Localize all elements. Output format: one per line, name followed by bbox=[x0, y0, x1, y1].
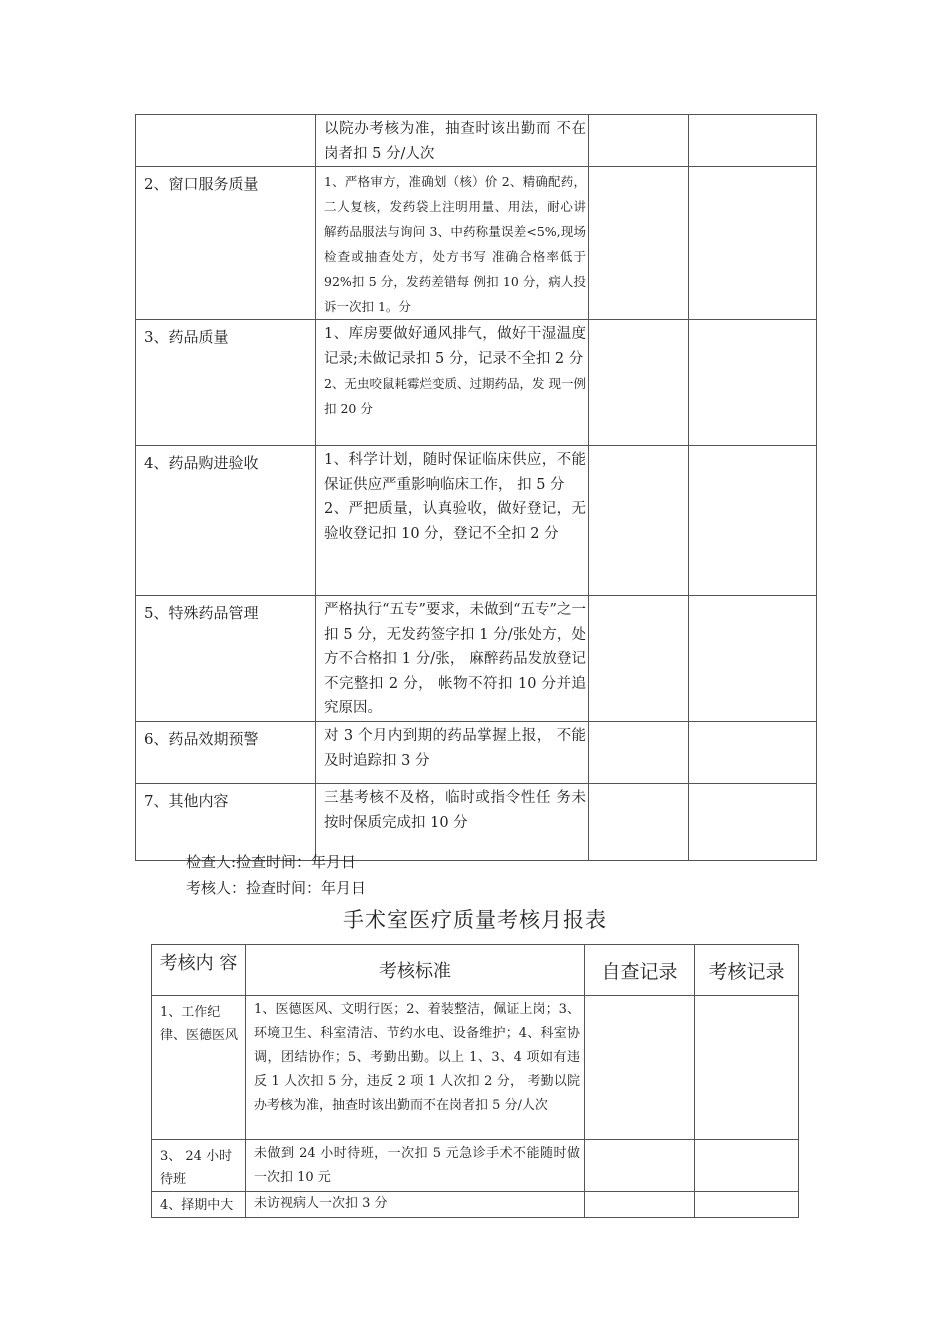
report-title: 手术室医疗质量考核月报表 bbox=[343, 908, 607, 932]
assessment-cell bbox=[695, 996, 799, 1140]
pharmacy-assessment-table bbox=[135, 114, 817, 861]
assessment-cell bbox=[689, 320, 817, 446]
table-row bbox=[136, 596, 817, 722]
self-check-cell bbox=[589, 446, 689, 596]
assessment-cell bbox=[695, 1140, 799, 1192]
standard-cell: 三基考核不及格，临时或指令性任 务未按时保质完成扣 10 分 bbox=[316, 784, 589, 861]
standard-cell: 1、医德医风、文明行医；2、着装整洁，佩证上岗；3、环境卫生、科室清洁、节约水电、设备维护；4、科室协调，团结协作；5、考勤出勤。以上 1、3、4 项如有违反 1 人次扣 5 分，违反 2 项 1 人次扣 2 分， 考勤以院办考核为准，抽查时该出勤而不在岗者扣 5 分/人次 bbox=[246, 996, 585, 1140]
assessment-cell bbox=[689, 722, 817, 784]
item-cell: 1、工作纪律、医德医风 bbox=[152, 996, 246, 1140]
standard-cell: 1、库房要做好通风排气，做好干湿温度记录;未做记录扣 5 分，记录不全扣 2 分 2、无虫咬鼠耗霉烂变质、过期药品，发 现一例扣 20 分 bbox=[316, 320, 589, 446]
item-cell: 6、药品效期预警 bbox=[136, 722, 316, 784]
assessment-cell bbox=[689, 784, 817, 861]
table-row bbox=[136, 446, 817, 596]
standard-cell: 1、科学计划，随时保证临床供应，不能保证供应严重影响临床工作， 扣 5 分 2、严把质量，认真验收，做好登记，无验收登记扣 10 分，登记不全扣 2 分 bbox=[316, 446, 589, 596]
assessment-cell bbox=[689, 115, 817, 167]
table-row bbox=[136, 115, 817, 167]
assessor-signature-line: 考核人：捡查时间：年月日 bbox=[186, 879, 367, 897]
header-self-check: 自查记录 bbox=[585, 945, 695, 996]
self-check-cell bbox=[589, 167, 689, 320]
self-check-cell bbox=[585, 996, 695, 1140]
self-check-cell bbox=[585, 1140, 695, 1192]
table-row bbox=[136, 722, 817, 784]
operating-room-assessment-table bbox=[151, 944, 799, 1218]
standard-cell: 未访视病人一次扣 3 分 bbox=[246, 1192, 585, 1218]
self-check-cell bbox=[589, 596, 689, 722]
assessment-cell bbox=[695, 1192, 799, 1218]
self-check-cell bbox=[585, 1192, 695, 1218]
header-standard: 考核标准 bbox=[246, 945, 585, 996]
item-cell: 4、药品购进验收 bbox=[136, 446, 316, 596]
item-cell bbox=[136, 115, 316, 167]
header-row bbox=[152, 945, 799, 996]
assessment-cell bbox=[689, 596, 817, 722]
table-row bbox=[152, 1140, 799, 1192]
table-row bbox=[136, 167, 817, 320]
table-row bbox=[152, 996, 799, 1140]
item-cell: 5、特殊药品管理 bbox=[136, 596, 316, 722]
self-check-cell bbox=[589, 722, 689, 784]
table-row bbox=[136, 320, 817, 446]
self-check-cell bbox=[589, 115, 689, 167]
standard-cell: 未做到 24 小时待班，一次扣 5 元急诊手术不能随时做一次扣 10 元 bbox=[246, 1140, 585, 1192]
self-check-cell bbox=[589, 320, 689, 446]
table-row bbox=[152, 1192, 799, 1218]
self-check-cell bbox=[589, 784, 689, 861]
item-cell: 3、 24 小时待班 bbox=[152, 1140, 246, 1192]
header-item: 考核内 容 bbox=[152, 945, 246, 996]
table-row bbox=[136, 784, 817, 861]
standard-cell: 以院办考核为准，抽查时该出勤而 不在岗者扣 5 分/人次 bbox=[316, 115, 589, 167]
assessment-cell bbox=[689, 167, 817, 320]
item-cell: 2、窗口服务质量 bbox=[136, 167, 316, 320]
header-assessment: 考核记录 bbox=[695, 945, 799, 996]
item-cell: 4、择期中大 bbox=[152, 1192, 246, 1218]
standard-cell: 对 3 个月内到期的药品掌握上报， 不能及时追踪扣 3 分 bbox=[316, 722, 589, 784]
item-cell: 7、其他内容 bbox=[136, 784, 316, 861]
standard-cell: 严格执行“五专”要求，未做到“五专”之一扣 5 分，无发药签字扣 1 分/张处方，处方不合格扣 1 分/张， 麻醉药品发放登记不完整扣 2 分， 帐物不符扣 10 分并追究原因。 bbox=[316, 596, 589, 722]
assessment-cell bbox=[689, 446, 817, 596]
inspector-signature-line: 检查人:捡查时间：年月日 bbox=[186, 853, 357, 871]
standard-cell: 1、严格审方，准确划（核）价 2、精确配药，二人复核，发药袋上注明用量、用法，耐心讲解药品服法与询问 3、中药称量误差<5%,现场检查或抽查处方，处方书写 准确合格率低于 92%扣 5 分，发药差错每 例扣 10 分，病人投诉一次扣 1。分 bbox=[316, 167, 589, 320]
item-cell: 3、药品质量 bbox=[136, 320, 316, 446]
